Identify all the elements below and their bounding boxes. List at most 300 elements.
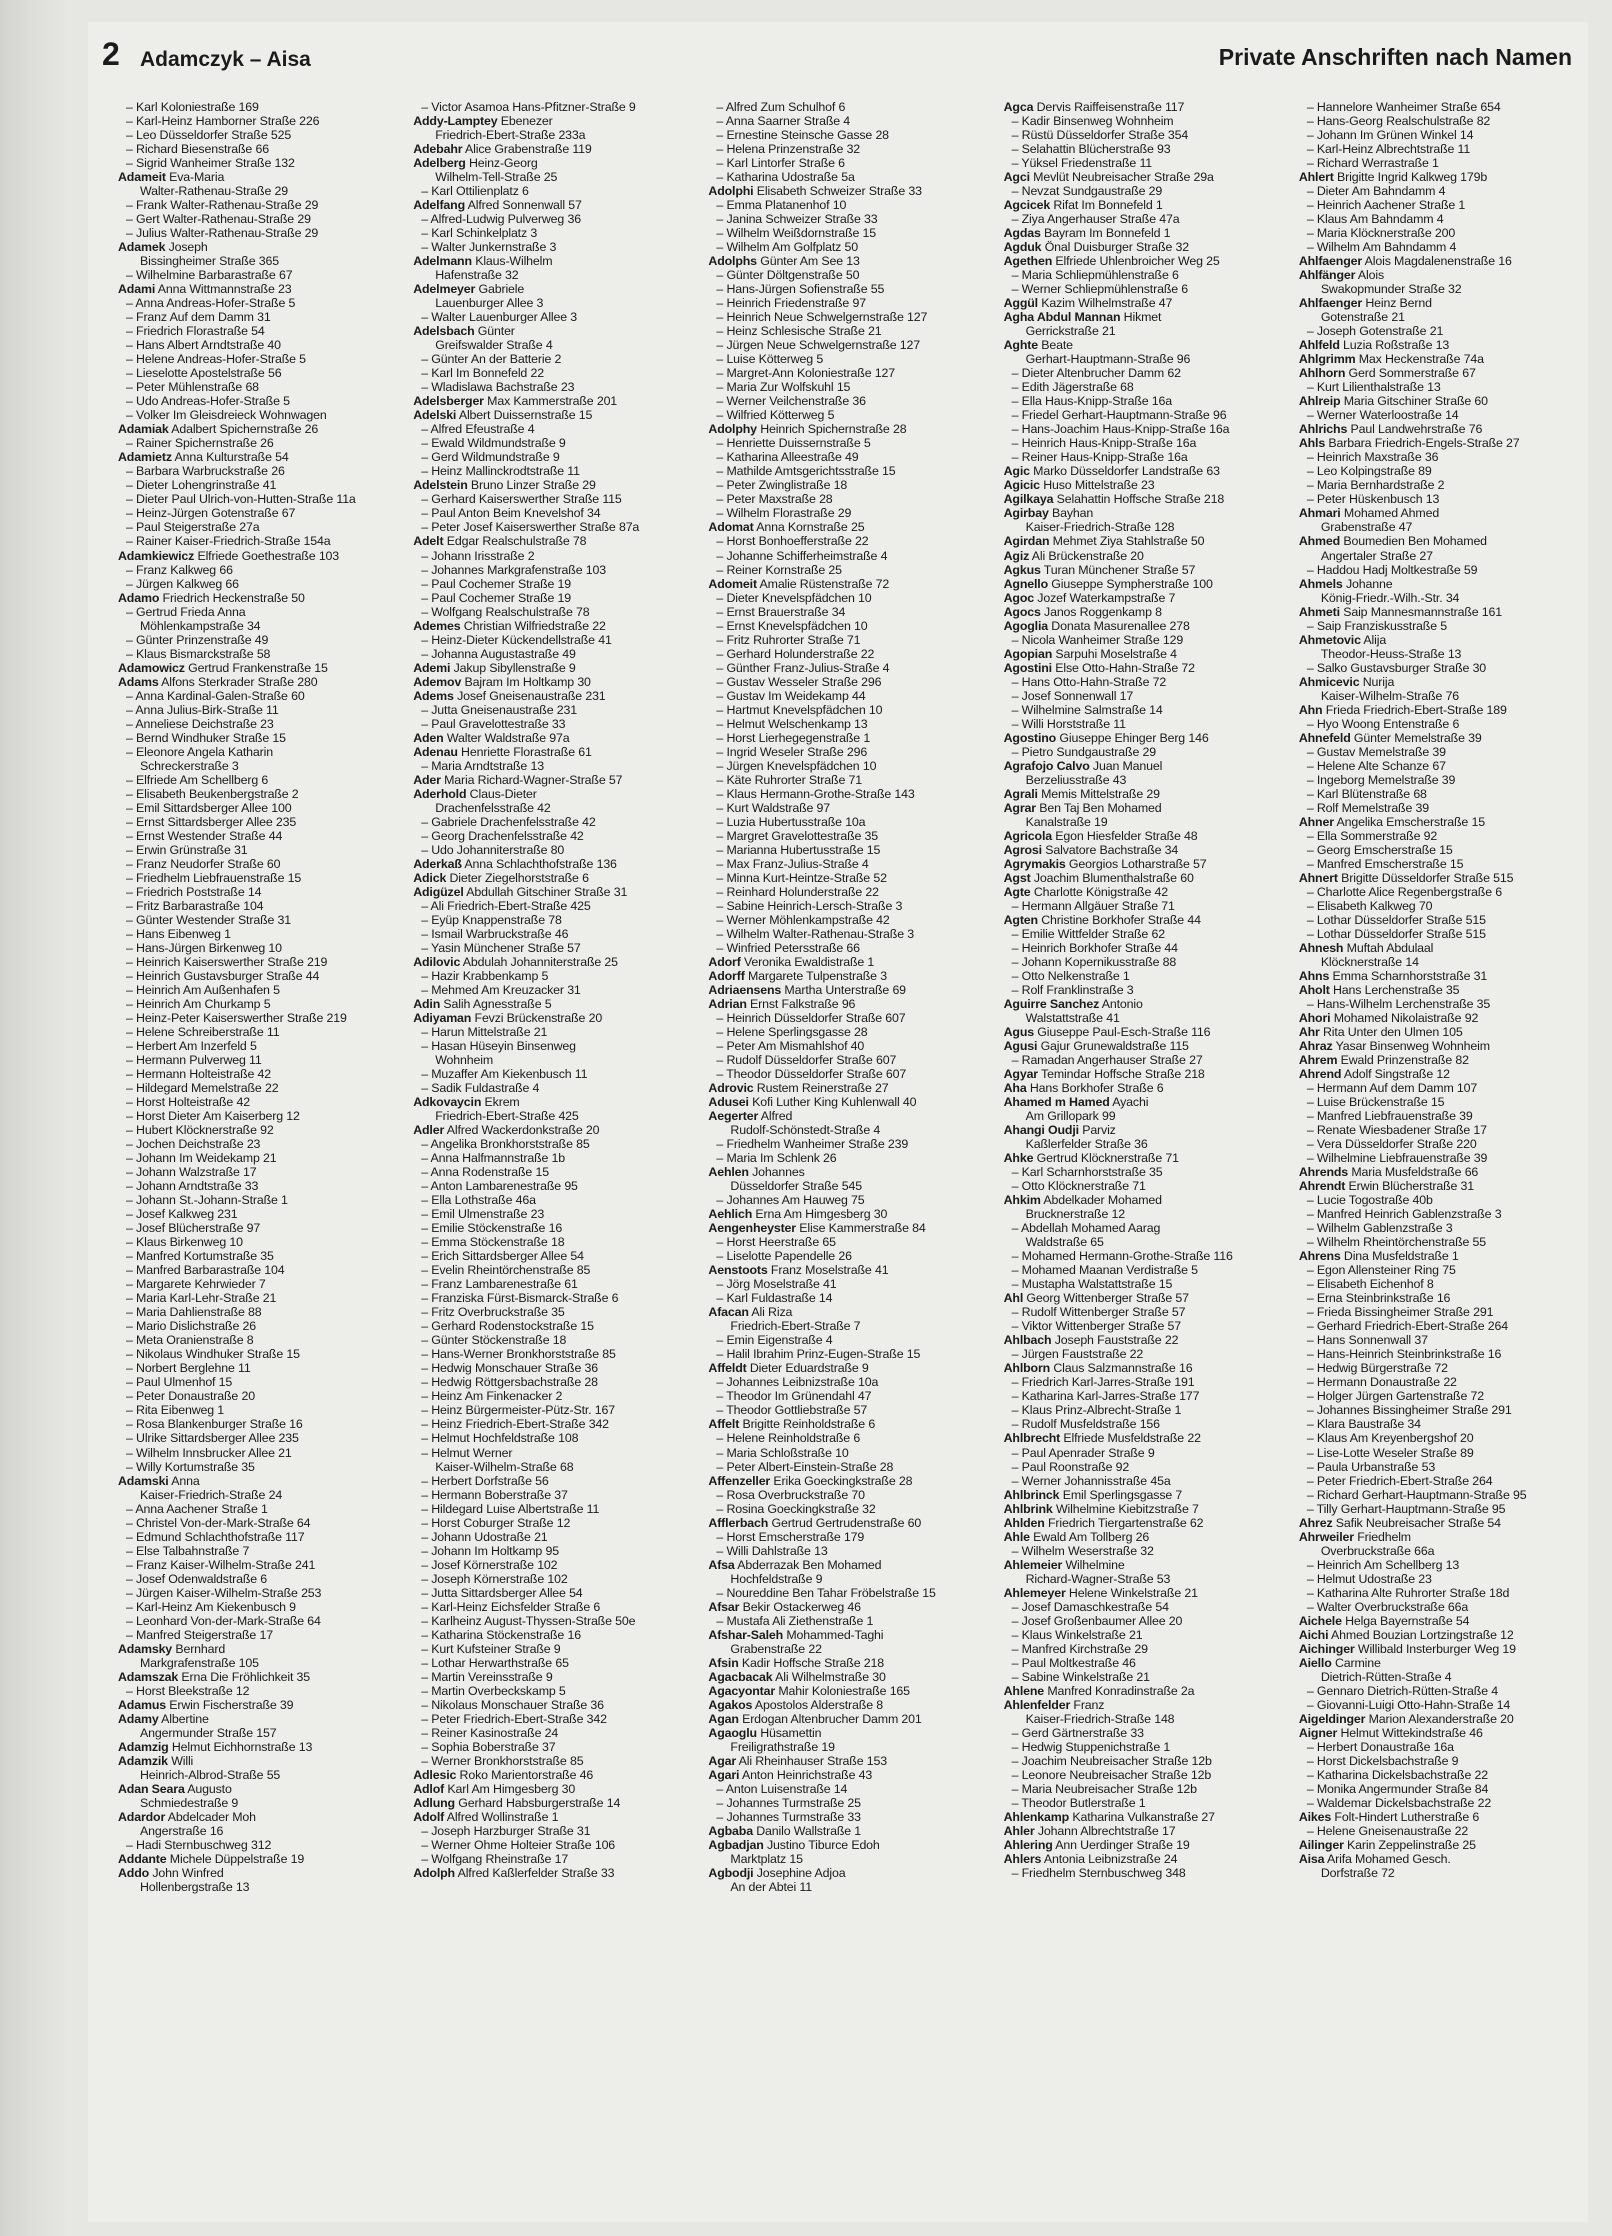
given-name-entry: – Günther Franz-Julius-Straße 4: [716, 660, 890, 675]
given-name-entry: – Heinrich Borkhofer Straße 44: [1011, 940, 1178, 955]
given-name-entry: – Emilie Stöckenstraße 16: [421, 1221, 563, 1236]
given-name-entry: – Wilhelm Weißdornstraße 15: [716, 226, 877, 241]
surname-entry: Agoc Jozef Waterkampstraße 7: [1003, 590, 1176, 605]
given-name-entry: – Leonore Neubreisacher Straße 12b: [1011, 1767, 1212, 1782]
given-name-entry: – Renate Wiesbadener Straße 17: [1306, 1123, 1487, 1138]
given-name-entry: – Ali Friedrich-Ebert-Straße 425: [421, 898, 591, 913]
given-name-entry: – Elisabeth Kalkweg 70: [1306, 898, 1433, 913]
given-name-entry: – Edmund Schlachthofstraße 117: [126, 1529, 305, 1544]
given-name-entry: – Jochen Deichstraße 23: [126, 1137, 261, 1152]
given-name-entry: – Katharina Stöckenstraße 16: [421, 1627, 581, 1642]
surname-entry: Agca Dervis Raiffeisenstraße 117: [1003, 100, 1185, 114]
given-name-entry: – Hermann Boberstraße 37: [421, 1487, 568, 1502]
given-name-entry: – Anna Rodenstraße 15: [421, 1165, 549, 1180]
surname-entry: Adolph Alfred Kaßlerfelder Straße 33: [413, 1865, 615, 1880]
surname-entry: Agbodji Josephine Adjoa: [708, 1865, 846, 1880]
given-name-entry: – Manfred Emscherstraße 15: [1306, 856, 1464, 871]
given-name-entry: – Anna Saarner Straße 4: [716, 114, 851, 129]
given-name-entry: – Hans-Joachim Haus-Knipp-Straße 16a: [1011, 422, 1230, 437]
surname-entry: Affelt Brigitte Reinholdstraße 6: [708, 1417, 876, 1432]
given-name-entry: – Evelin Rheintörchenstraße 85: [421, 1263, 591, 1278]
given-name-entry: – Gerhard Kaiserswerther Straße 115: [421, 492, 622, 507]
given-name-entry: – Anna Aachener Straße 1: [126, 1501, 268, 1516]
given-name-entry: – Hubert Klöcknerstraße 92: [126, 1123, 274, 1138]
given-name-entry: – Paul Steigerstraße 27a: [126, 520, 260, 535]
surname-entry: Adorff Margarete Tulpenstraße 3: [708, 968, 887, 983]
given-name-entry: – Anton Lambarenestraße 95: [421, 1179, 578, 1194]
address-continuation: Hochfeldstraße 9: [730, 1571, 823, 1586]
column-1: [118, 100, 407, 2210]
surname-entry: Adolphy Heinrich Spichernstraße 28: [708, 422, 907, 437]
surname-entry: Ahlfeld Luzia Roßstraße 13: [1298, 338, 1450, 353]
given-name-entry: – Käte Ruhrorter Straße 71: [716, 772, 862, 787]
given-name-entry: – Rosina Goeckingkstraße 32: [716, 1501, 876, 1516]
surname-entry: Ahlert Brigitte Ingrid Kalkweg 179b: [1298, 170, 1488, 185]
column-4: [1004, 100, 1293, 2210]
address-continuation: Gerhart-Hauptmann-Straße 96: [1025, 352, 1191, 367]
given-name-entry: – Werner Waterloostraße 14: [1306, 408, 1459, 423]
surname-entry: Agst Joachim Blumenthalstraße 60: [1003, 870, 1194, 885]
surname-entry: Ahner Angelika Emscherstraße 15: [1298, 814, 1485, 829]
surname-entry: Aichinger Willibald Insterburger Weg 19: [1298, 1641, 1516, 1656]
address-continuation: Walter-Rathenau-Straße 29: [140, 184, 288, 199]
given-name-entry: – Anneliese Deichstraße 23: [126, 716, 274, 731]
surname-entry: Adamus Erwin Fischerstraße 39: [118, 1697, 294, 1712]
given-name-entry: – Bernd Windhuker Straße 15: [126, 730, 286, 745]
surname-entry: Adamek Joseph: [118, 240, 208, 255]
given-name-entry: – Gustav Memelstraße 39: [1306, 744, 1446, 759]
given-name-entry: – Friedel Gerhart-Hauptmann-Straße 96: [1011, 408, 1227, 423]
column-5: [1299, 100, 1588, 2210]
given-name-entry: – Klaus Birkenweg 10: [126, 1235, 243, 1250]
surname-entry: Adamkiewicz Elfriede Goethestraße 103: [118, 548, 340, 563]
given-name-entry: – Mathilde Amtsgerichtsstraße 15: [716, 464, 896, 479]
given-name-entry: – Johannes Am Hauweg 75: [716, 1193, 865, 1208]
given-name-entry: – Norbert Berglehne 11: [126, 1361, 251, 1376]
given-name-entry: – Frieda Bissingheimer Straße 291: [1306, 1305, 1494, 1320]
given-name-entry: – Wilhelm Florastraße 29: [716, 506, 852, 521]
address-continuation: Kaiser-Wilhelm-Straße 68: [435, 1459, 574, 1474]
address-continuation: König-Friedr.-Wilh.-Str. 34: [1320, 590, 1460, 605]
address-continuation: Gerrickstraße 21: [1025, 324, 1116, 339]
given-name-entry: – Horst Bleekstraße 12: [126, 1683, 250, 1698]
given-name-entry: – Johann St.-Johann-Straße 1: [126, 1193, 288, 1208]
column-3: [708, 100, 997, 2210]
given-name-entry: – Franziska Fürst-Bismarck-Straße 6: [421, 1291, 619, 1306]
given-name-entry: – Heinz Mallinckrodtstraße 11: [421, 464, 580, 479]
surname-entry: Addo John Winfred: [118, 1865, 224, 1880]
given-name-entry: – Jürgen Fauststraße 22: [1011, 1347, 1144, 1362]
given-name-entry: – Heinrich Am Schellberg 13: [1306, 1557, 1460, 1572]
given-name-entry: – Wilhelm Am Bahndamm 4: [1306, 240, 1457, 255]
given-name-entry: – Hans Sonnenwall 37: [1306, 1333, 1428, 1348]
given-name-entry: – Wilhelm Walter-Rathenau-Straße 3: [716, 926, 914, 941]
given-name-entry: – Jürgen Knevelspfädchen 10: [716, 758, 877, 773]
surname-entry: Ahlemeyer Helene Winkelstraße 21: [1003, 1585, 1198, 1600]
surname-entry: Adamzik Willi: [118, 1753, 194, 1768]
given-name-entry: – Ernst Brauerstraße 34: [716, 604, 846, 619]
section-title: Private Anschriften nach Namen: [1218, 44, 1572, 70]
address-continuation: Angermunder Straße 157: [140, 1725, 277, 1740]
given-name-entry: – Gertrud Frieda Anna: [126, 604, 246, 619]
given-name-entry: – Anna Julius-Birk-Straße 11: [126, 702, 279, 717]
given-name-entry: – Gennaro Dietrich-Rütten-Straße 4: [1306, 1683, 1498, 1698]
given-name-entry: – Alfred-Ludwig Pulverweg 36: [421, 212, 581, 227]
surname-entry: Afshar-Saleh Mohammed-Taghi: [708, 1627, 884, 1642]
given-name-entry: – Wilhelmine Salmstraße 14: [1011, 702, 1163, 717]
given-name-entry: – Lothar Düsseldorfer Straße 515: [1306, 926, 1486, 941]
surname-entry: Ahnefeld Günter Memelstraße 39: [1298, 730, 1482, 745]
surname-entry: Ahrend Adolf Singstraße 12: [1298, 1067, 1450, 1082]
given-name-entry: – Franz Kaiser-Wilhelm-Straße 241: [126, 1557, 316, 1572]
given-name-entry: – Pietro Sundgaustraße 29: [1011, 744, 1156, 759]
given-name-entry: – Heinz Friedrich-Ebert-Straße 342: [421, 1417, 609, 1432]
given-name-entry: – Paul Cochemer Straße 19: [421, 576, 572, 591]
surname-entry: Agic Marko Düsseldorfer Landstraße 63: [1003, 464, 1220, 479]
surname-entry: Afflerbach Gertrud Gertrudenstraße 60: [708, 1515, 922, 1530]
surname-entry: Afsar Bekir Ostackerweg 46: [708, 1599, 861, 1614]
surname-entry: Agyar Temindar Hoffsche Straße 218: [1003, 1067, 1205, 1082]
surname-entry: Ahmed Boumedien Ben Mohamed: [1298, 534, 1487, 549]
given-name-entry: – Johanna Augustastraße 49: [421, 646, 576, 661]
given-name-entry: – Josef Blücherstraße 97: [126, 1221, 261, 1236]
given-name-entry: – Hartmut Knevelspfädchen 10: [716, 702, 883, 717]
given-name-entry: – Katharina Alleestraße 49: [716, 450, 859, 465]
surname-entry: Agci Mevlüt Neubreisacher Straße 29a: [1003, 170, 1214, 185]
given-name-entry: – Herbert Dorfstraße 56: [421, 1473, 549, 1488]
surname-entry: Adolphi Elisabeth Schweizer Straße 33: [708, 184, 922, 199]
given-name-entry: – Joseph Gotenstraße 21: [1306, 324, 1444, 339]
surname-entry: Adami Anna Wittmannstraße 23: [118, 282, 292, 297]
address-continuation: Kaiser-Friedrich-Straße 128: [1025, 520, 1175, 535]
given-name-entry: – Heinz-Peter Kaiserswerther Straße 219: [126, 1011, 347, 1026]
surname-entry: Adiyaman Fevzi Brückenstraße 20: [413, 1011, 603, 1026]
given-name-entry: – Sophia Boberstraße 37: [421, 1739, 556, 1754]
surname-entry: Ahl Georg Wittenberger Straße 57: [1003, 1291, 1189, 1306]
given-name-entry: – Johannes Turmstraße 33: [716, 1809, 861, 1824]
given-name-entry: – Hasan Hüseyin Binsenweg: [421, 1039, 576, 1054]
surname-entry: Ahlbrinck Emil Sperlingsgasse 7: [1003, 1487, 1183, 1502]
given-name-entry: – Johann Im Grünen Winkel 14: [1306, 128, 1474, 143]
given-name-entry: – Gerd Wildmundstraße 9: [421, 450, 560, 465]
surname-entry: Agoglia Donata Masurenallee 278: [1003, 618, 1190, 633]
address-continuation: Dietrich-Rütten-Straße 4: [1320, 1669, 1452, 1684]
given-name-entry: – Edith Jägerstraße 68: [1011, 380, 1134, 395]
address-continuation: Klöcknerstraße 14: [1320, 954, 1419, 969]
given-name-entry: – Hedwig Röttgersbachstraße 28: [421, 1375, 598, 1390]
address-continuation: Theodor-Heuss-Straße 13: [1320, 646, 1462, 661]
address-continuation: Hafenstraße 32: [435, 268, 519, 283]
surname-entry: Adardor Abdelcader Moh: [118, 1809, 256, 1824]
surname-entry: Agakos Apostolos Alderstraße 8: [708, 1697, 883, 1712]
surname-entry: Affeldt Dieter Eduardstraße 9: [708, 1361, 869, 1376]
surname-entry: Adelberg Heinz-Georg: [413, 156, 538, 171]
surname-entry: Agbaba Danilo Wallstraße 1: [708, 1823, 862, 1838]
address-continuation: Schreckerstraße 3: [140, 758, 239, 773]
given-name-entry: – Hermann Holteistraße 42: [126, 1067, 272, 1082]
surname-entry: Adamy Albertine: [118, 1711, 209, 1726]
given-name-entry: – Ramadan Angerhauser Straße 27: [1011, 1053, 1203, 1068]
address-continuation: Swakopmunder Straße 32: [1320, 282, 1462, 297]
given-name-entry: – Helene Alte Schanze 67: [1306, 758, 1446, 773]
given-name-entry: – Wilhelmine Barbarastraße 67: [126, 268, 293, 283]
given-name-entry: – Saip Franziskusstraße 5: [1306, 618, 1447, 633]
given-name-entry: – Karl Im Bonnefeld 22: [421, 366, 544, 381]
surname-entry: Agacyontar Mahir Koloniestraße 165: [708, 1683, 910, 1698]
given-name-entry: – Rudolf Düsseldorfer Straße 607: [716, 1053, 897, 1068]
surname-entry: Addy-Lamptey Ebenezer: [413, 114, 553, 129]
surname-entry: Ahrem Ewald Prinzenstraße 82: [1298, 1053, 1469, 1068]
given-name-entry: – Ismail Warbruckstraße 46: [421, 926, 569, 941]
given-name-entry: – Wilfried Kötterweg 5: [716, 408, 835, 423]
given-name-entry: – Anna Halfmannstraße 1b: [421, 1151, 566, 1166]
given-name-entry: – Abdellah Mohamed Aarag: [1011, 1221, 1161, 1236]
given-name-entry: – Anton Luisenstraße 14: [716, 1781, 848, 1796]
given-name-entry: – Alfred Zum Schulhof 6: [716, 100, 846, 114]
given-name-entry: – Johann Im Holtkamp 95: [421, 1543, 559, 1558]
surname-entry: Aichi Ahmed Bouzian Lortzingstraße 12: [1298, 1627, 1514, 1642]
given-name-entry: – Maria Bernhardstraße 2: [1306, 478, 1445, 493]
given-name-entry: – Josef Kalkweg 231: [126, 1207, 238, 1222]
given-name-entry: – Maria Schloßstraße 10: [716, 1445, 849, 1460]
address-continuation: An der Abtei 11: [730, 1879, 812, 1894]
given-name-entry: – Gert Walter-Rathenau-Straße 29: [126, 212, 311, 227]
given-name-entry: – Heinrich Friedenstraße 97: [716, 296, 866, 311]
given-name-entry: – Klaus Hermann-Grothe-Straße 143: [716, 786, 915, 801]
surname-entry: Agkus Turan Münchener Straße 57: [1003, 562, 1196, 577]
given-name-entry: – Peter Friedrich-Ebert-Straße 342: [421, 1711, 607, 1726]
surname-entry: Ahrends Maria Musfeldstraße 66: [1298, 1165, 1479, 1180]
given-name-entry: – Horst Bonhoefferstraße 22: [716, 534, 869, 549]
given-name-entry: – Julius Walter-Rathenau-Straße 29: [126, 226, 319, 241]
given-name-entry: – Günter An der Batterie 2: [421, 352, 562, 367]
given-name-entry: – Harun Mittelstraße 21: [421, 1025, 548, 1040]
surname-entry: Ahmels Johanne: [1298, 576, 1393, 591]
given-name-entry: – Waldemar Dickelsbachstraße 22: [1306, 1795, 1492, 1810]
directory-page: [88, 22, 1588, 2222]
surname-entry: Adamsky Bernhard: [118, 1641, 226, 1656]
given-name-entry: – Johann Udostraße 21: [421, 1529, 548, 1544]
given-name-entry: – Werner Möhlenkampstraße 42: [716, 912, 890, 927]
given-name-entry: – Erich Sittardsberger Allee 54: [421, 1249, 584, 1264]
surname-entry: Ahlbach Joseph Fauststraße 22: [1003, 1333, 1179, 1348]
given-name-entry: – Heinrich Am Außenhafen 5: [126, 982, 280, 997]
surname-entry: Agrar Ben Taj Ben Mohamed: [1003, 800, 1162, 815]
given-name-entry: – Jürgen Neue Schwelgernstraße 127: [716, 338, 921, 353]
surname-entry: Ahlbrecht Elfriede Musfeldstraße 22: [1003, 1431, 1201, 1446]
given-name-entry: – Johannes Markgrafenstraße 103: [421, 562, 606, 577]
given-name-entry: – Rita Eibenweg 1: [126, 1403, 225, 1418]
given-name-entry: – Peter Albert-Einstein-Straße 28: [716, 1459, 894, 1474]
given-name-entry: – Meta Oranienstraße 8: [126, 1333, 254, 1348]
given-name-entry: – Paula Urbanstraße 53: [1306, 1459, 1436, 1474]
surname-entry: Aderkaß Anna Schlachthofstraße 136: [413, 856, 617, 871]
given-name-entry: – Wilhelm Rheintörchenstraße 55: [1306, 1235, 1487, 1250]
surname-entry: Adams Alfons Sterkrader Straße 280: [118, 674, 318, 689]
given-name-entry: – Walter Junkernstraße 3: [421, 240, 557, 255]
given-name-entry: – Paul Cochemer Straße 19: [421, 590, 572, 605]
given-name-entry: – Paul Moltkestraße 46: [1011, 1655, 1136, 1670]
given-name-entry: – Victor Asamoa Hans-Pfitzner-Straße 9: [421, 100, 636, 114]
surname-entry: Aigner Helmut Wittekindstraße 46: [1298, 1725, 1483, 1740]
given-name-entry: – Gerhard Holunderstraße 22: [716, 646, 875, 661]
given-name-entry: – Giovanni-Luigi Otto-Hahn-Straße 14: [1306, 1697, 1511, 1712]
given-name-entry: – Heinrich Haus-Knipp-Straße 16a: [1011, 436, 1197, 451]
surname-entry: Ahlemeier Wilhelmine: [1003, 1557, 1125, 1572]
address-continuation: Berzeliusstraße 43: [1025, 772, 1127, 787]
surname-entry: Adriaensens Martha Unterstraße 69: [708, 982, 906, 997]
surname-entry: Agari Anton Heinrichstraße 43: [708, 1767, 873, 1782]
given-name-entry: – Luise Brückenstraße 15: [1306, 1095, 1445, 1110]
given-name-entry: – Manfred Heinrich Gablenzstraße 3: [1306, 1207, 1502, 1222]
given-name-entry: – Mehmed Am Kreuzacker 31: [421, 982, 581, 997]
given-name-entry: – Friedhelm Wanheimer Straße 239: [716, 1137, 909, 1152]
given-name-entry: – Johann Im Weidekamp 21: [126, 1151, 277, 1166]
given-name-entry: – Hedwig Monschauer Straße 36: [421, 1361, 598, 1376]
given-name-entry: – Hans Albert Arndtstraße 40: [126, 338, 281, 353]
given-name-entry: – Udo Andreas-Hofer-Straße 5: [126, 394, 290, 409]
given-name-entry: – Lise-Lotte Weseler Straße 89: [1306, 1445, 1474, 1460]
given-name-entry: – Heinz-Jürgen Gotenstraße 67: [126, 506, 296, 521]
given-name-entry: – Johanne Schifferheimstraße 4: [716, 548, 888, 563]
given-name-entry: – Heinz Bürgermeister-Pütz-Str. 167: [421, 1403, 615, 1418]
name-range: Adamczyk – Aisa: [140, 48, 311, 71]
given-name-entry: – Mohamed Maanan Verdistraße 5: [1011, 1263, 1198, 1278]
given-name-entry: – Kurt Kufsteiner Straße 9: [421, 1641, 561, 1656]
given-name-entry: – Heinrich Kaiserswerther Straße 219: [126, 954, 328, 969]
surname-entry: Ahmicevic Nurija: [1298, 674, 1395, 689]
given-name-entry: – Margarete Kehrwieder 7: [126, 1277, 266, 1292]
given-name-entry: – Tilly Gerhart-Hauptmann-Straße 95: [1306, 1501, 1506, 1516]
given-name-entry: – Karl Ottilienplatz 6: [421, 184, 529, 199]
given-name-entry: – Ernst Sittardsberger Allee 235: [126, 814, 297, 829]
given-name-entry: – Wladislawa Bachstraße 23: [421, 380, 575, 395]
surname-entry: Ahlfaenger Alois Magdalenenstraße 16: [1298, 254, 1512, 269]
surname-entry: Aiello Carmine: [1298, 1655, 1381, 1670]
address-continuation: Möhlenkampstraße 34: [140, 618, 261, 633]
given-name-entry: – Katharina Udostraße 5a: [716, 170, 855, 185]
address-continuation: Wohnheim: [435, 1053, 494, 1068]
given-name-entry: – Charlotte Alice Regenbergstraße 6: [1306, 884, 1502, 899]
given-name-entry: – Helmut Werner: [421, 1445, 513, 1460]
surname-entry: Ahkim Abdelkader Mohamed: [1003, 1193, 1162, 1208]
given-name-entry: – Josef Odenwaldstraße 6: [126, 1571, 268, 1586]
given-name-entry: – Manfred Kortumstraße 35: [126, 1249, 274, 1264]
surname-entry: Agricola Egon Hiesfelder Straße 48: [1003, 828, 1198, 843]
given-name-entry: – Herbert Donaustraße 16a: [1306, 1739, 1454, 1754]
given-name-entry: – Emilie Wittfelder Straße 62: [1011, 926, 1165, 941]
surname-entry: Ahlborn Claus Salzmannstraße 16: [1003, 1361, 1193, 1376]
given-name-entry: – Reiner Haus-Knipp-Straße 16a: [1011, 450, 1188, 465]
given-name-entry: – Lucie Togostraße 40b: [1306, 1193, 1433, 1208]
surname-entry: Aden Walter Waldstraße 97a: [413, 730, 570, 745]
given-name-entry: – Willi Horststraße 11: [1011, 716, 1126, 731]
given-name-entry: – Minna Kurt-Heintze-Straße 52: [716, 870, 887, 885]
address-continuation: Schmiedestraße 9: [140, 1795, 239, 1810]
given-name-entry: – Liselotte Papendelle 26: [716, 1249, 852, 1264]
surname-entry: Ahmetovic Alija: [1298, 632, 1387, 647]
surname-entry: Agdas Bayram Im Bonnefeld 1: [1003, 226, 1171, 241]
surname-entry: Ahlhorn Gerd Sommerstraße 67: [1298, 366, 1476, 381]
given-name-entry: – Johannes Turmstraße 25: [716, 1795, 861, 1810]
given-name-entry: – Peter Maxstraße 28: [716, 492, 833, 507]
address-continuation: Grabenstraße 47: [1320, 520, 1413, 535]
address-continuation: Friedrich-Ebert-Straße 233a: [435, 128, 586, 143]
given-name-entry: – Helene Reinholdstraße 6: [716, 1431, 861, 1446]
surname-entry: Ahamed m Hamed Ayachi: [1003, 1095, 1149, 1110]
given-name-entry: – Günter Stöckenstraße 18: [421, 1333, 567, 1348]
surname-entry: Aggül Kazim Wilhelmstraße 47: [1003, 296, 1173, 311]
given-name-entry: – Klaus Am Kreyenbergshof 20: [1306, 1431, 1474, 1446]
address-continuation: Am Grillopark 99: [1025, 1109, 1116, 1124]
given-name-entry: – Margret Gravelottestraße 35: [716, 828, 879, 843]
surname-entry: Adelmann Klaus-Wilhelm: [413, 254, 553, 269]
given-name-entry: – Wilhelmine Liebfrauenstraße 39: [1306, 1151, 1488, 1166]
surname-entry: Ailinger Karin Zeppelinstraße 25: [1298, 1837, 1476, 1852]
surname-entry: Adelmeyer Gabriele: [413, 282, 525, 297]
surname-entry: Agilkaya Selahattin Hoffsche Straße 218: [1003, 492, 1225, 507]
given-name-entry: – Georg Drachenfelsstraße 42: [421, 828, 584, 843]
given-name-entry: – Karl Lintorfer Straße 6: [716, 156, 845, 171]
given-name-entry: – Helene Schreiberstraße 11: [126, 1025, 280, 1040]
given-name-entry: – Otto Nelkenstraße 1: [1011, 968, 1130, 983]
given-name-entry: – Mustafa Ali Ziethenstraße 1: [716, 1613, 874, 1628]
page-number: 2: [102, 36, 120, 72]
address-continuation: Heinrich-Albrod-Straße 55: [140, 1767, 281, 1782]
given-name-entry: – Margret-Ann Koloniestraße 127: [716, 366, 895, 381]
given-name-entry: – Gustav Wesseler Straße 296: [716, 674, 882, 689]
given-name-entry: – Willy Kortumstraße 35: [126, 1459, 255, 1474]
surname-entry: Aehlich Erna Am Himgesberg 30: [708, 1207, 888, 1222]
surname-entry: Agethen Elfriede Uhlenbroicher Weg 25: [1003, 254, 1220, 269]
given-name-entry: – Helmut Welschenkamp 13: [716, 716, 868, 731]
given-name-entry: – Katharina Dickelsbachstraße 22: [1306, 1767, 1488, 1782]
given-name-entry: – Johann Kopernikusstraße 88: [1011, 954, 1177, 969]
given-name-entry: – Fritz Ruhrorter Straße 71: [716, 632, 861, 647]
given-name-entry: – Walter Lauenburger Allee 3: [421, 310, 578, 325]
given-name-entry: – Karl Blütenstraße 68: [1306, 786, 1427, 801]
given-name-entry: – Manfred Liebfrauenstraße 39: [1306, 1109, 1473, 1124]
address-continuation: Friedrich-Ebert-Straße 425: [435, 1109, 579, 1124]
given-name-entry: – Heinrich Maxstraße 36: [1306, 450, 1439, 465]
given-name-entry: – Emil Ulmenstraße 23: [421, 1207, 545, 1222]
given-name-entry: – Gerhard Friedrich-Ebert-Straße 264: [1306, 1319, 1509, 1334]
given-name-entry: – Günter Döltgenstraße 50: [716, 268, 860, 283]
surname-entry: Agten Christine Borkhofer Straße 44: [1003, 912, 1201, 927]
surname-entry: Ahle Ewald Am Tollberg 26: [1003, 1529, 1150, 1544]
given-name-entry: – Reiner Kasinostraße 24: [421, 1725, 559, 1740]
given-name-entry: – Janina Schweizer Straße 33: [716, 212, 878, 227]
given-name-entry: – Peter Hüskenbusch 13: [1306, 492, 1440, 507]
given-name-entry: – Rüstü Düsseldorfer Straße 354: [1011, 128, 1189, 143]
surname-entry: Ader Maria Richard-Wagner-Straße 57: [413, 772, 623, 787]
given-name-entry: – Leo Kolpingstraße 89: [1306, 464, 1432, 479]
given-name-entry: – Lothar Herwarthstraße 65: [421, 1655, 569, 1670]
given-name-entry: – Hildegard Memelstraße 22: [126, 1081, 279, 1096]
address-continuation: Drachenfelsstraße 42: [435, 800, 551, 815]
surname-entry: Adomat Anna Kornstraße 25: [708, 520, 865, 535]
given-name-entry: – Elfriede Am Schellberg 6: [126, 772, 269, 787]
address-continuation: Angertaler Straße 27: [1320, 548, 1433, 563]
given-name-entry: – Heinz Schlesische Straße 21: [716, 324, 882, 339]
surname-entry: Ahler Johann Albrechtstraße 17: [1003, 1823, 1176, 1838]
given-name-entry: – Kurt Waldstraße 97: [716, 800, 831, 815]
given-name-entry: – Katharina Karl-Jarres-Straße 177: [1011, 1389, 1200, 1404]
surname-entry: Agusi Gajur Grunewaldstraße 115: [1003, 1039, 1189, 1054]
surname-entry: Adlof Karl Am Himgesberg 30: [413, 1781, 576, 1796]
surname-entry: Adenau Henriette Florastraße 61: [413, 744, 592, 759]
given-name-entry: – Friedrich Florastraße 54: [126, 324, 265, 339]
